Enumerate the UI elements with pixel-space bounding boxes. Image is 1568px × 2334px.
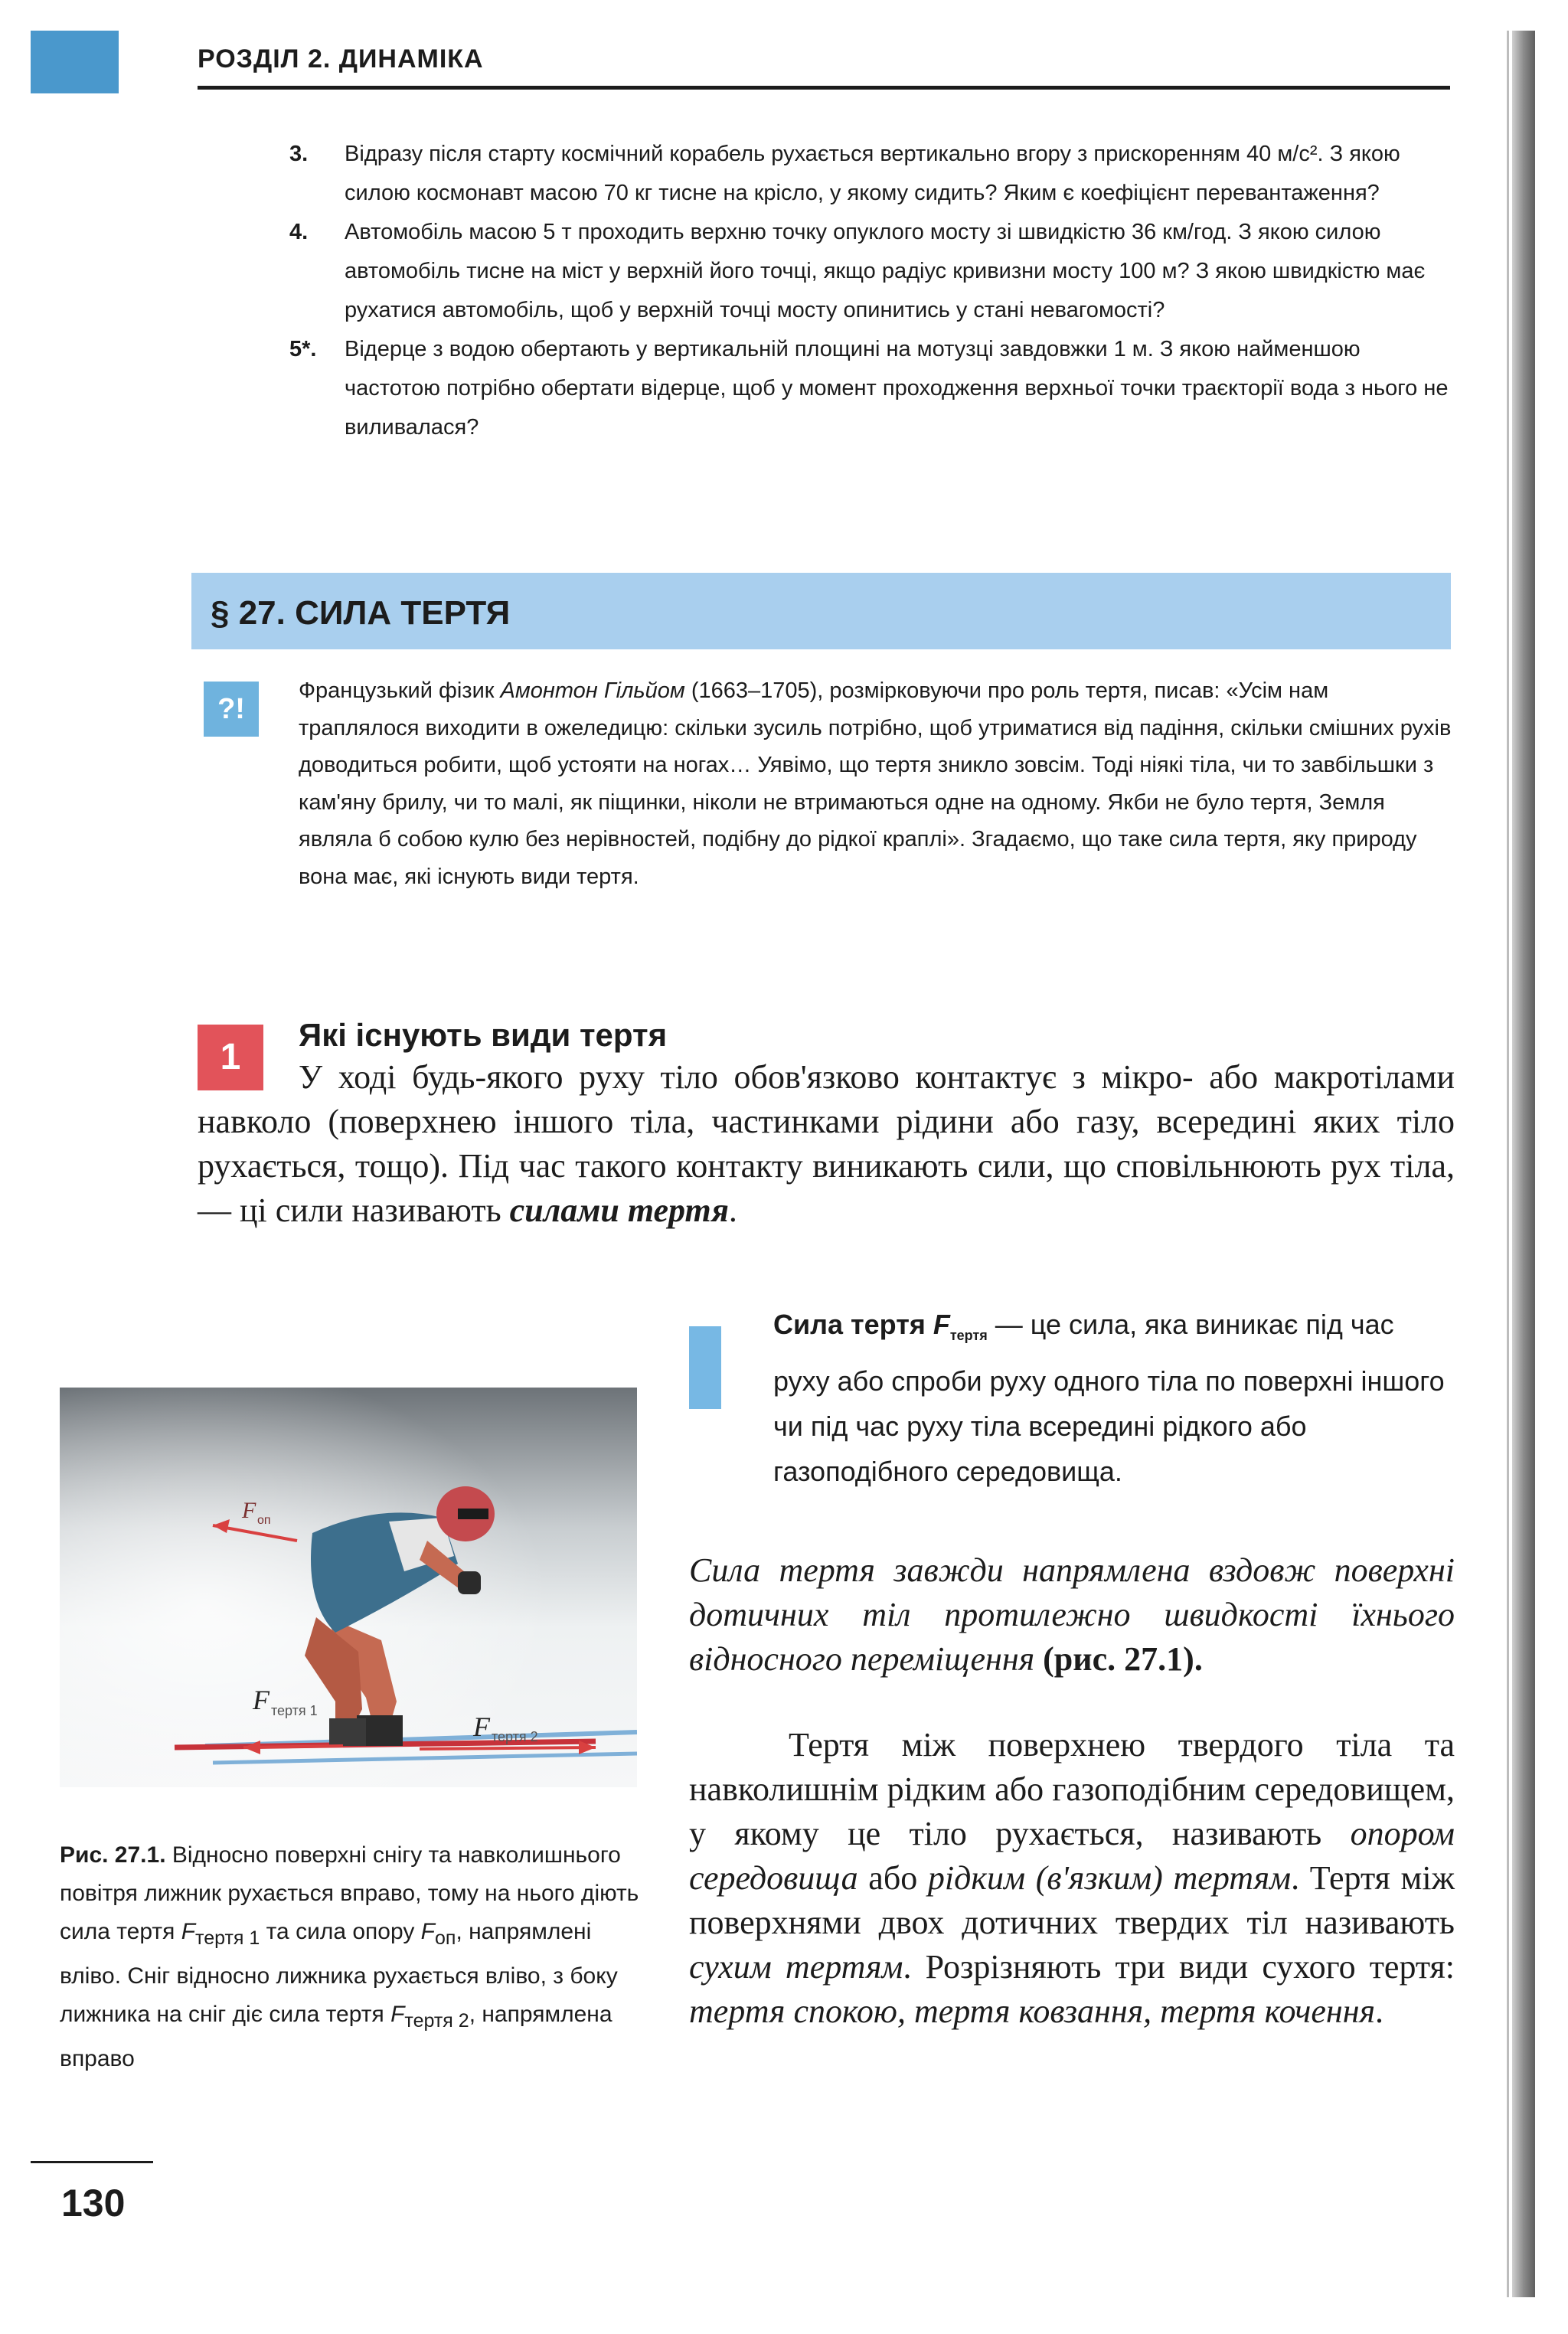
caption-subscript: тертя 1	[195, 1927, 260, 1949]
section-title: § 27. СИЛА ТЕРТЯ	[211, 594, 511, 632]
paragraph-text: .	[728, 1192, 737, 1229]
problem-text: Автомобіль масою 5 т проходить верхню точку опуклого мосту зі швидкістю 36 км/год. З якою силою автомобіль тисне на міст у верхній його точці, якщо радіус кривизни мосту 100 м? З якою швидкістю має рухатися автомобіль, щоб у верхній точці мосту опинитись у стані невагомості?	[345, 220, 1426, 322]
problem-item	[289, 135, 1453, 213]
key-term: тертя спокою, тертя ковзання, тертя кочення	[689, 1992, 1376, 2030]
paragraph-text: .	[1375, 1992, 1384, 2030]
caption-text: Відносно поверхні снігу та навколишнього повітря лижник рухається вправо, тому на нього діють сила тертя	[60, 1842, 639, 1944]
key-term: опором середовища	[689, 1815, 1455, 1897]
footer-rule	[31, 2161, 153, 2163]
page-number: 130	[61, 2182, 126, 2224]
paragraph-text: Тертя між поверхнею твердого тіла та навколишнім рідким або газоподібним середовищем, у якому це тіло рухається, називають	[689, 1726, 1455, 1852]
page-edge-shadow	[1512, 31, 1535, 2297]
caption-text: , напрямлені вліво. Сніг відносно лижника рухається вліво, з боку лижника на сніг діє сила тертя	[60, 1919, 618, 2027]
figure-reference: (рис. 27.1).	[1034, 1640, 1203, 1678]
caption-subscript: оп	[434, 1927, 456, 1949]
intro-quote	[299, 672, 1453, 895]
paragraph-text: або	[858, 1859, 928, 1897]
question-exclamation-icon: ?!	[204, 682, 259, 737]
force-friction-2-subscript: тертя 2	[492, 1729, 538, 1744]
problem-list	[289, 135, 1453, 447]
paragraph-text: . Розрізняють три види сухого тертя:	[903, 1948, 1455, 1986]
key-term: рідким (в'язким) тертям	[927, 1859, 1292, 1897]
force-friction-2-label: F	[473, 1711, 490, 1742]
caption-text: та сила опору	[260, 1919, 421, 1944]
force-opir-subscript: оп	[257, 1514, 271, 1527]
friction-types-paragraph	[689, 1723, 1455, 2034]
paragraph-text: . Тертя між поверхнями двох дотичних твердих тіл називають	[689, 1859, 1455, 1941]
force-friction-1-label: F	[253, 1685, 270, 1715]
problem-number: 3.	[289, 142, 309, 166]
force-opir-label: F	[242, 1498, 256, 1523]
caption-label: Рис. 27.1.	[60, 1842, 166, 1868]
definition-marker	[689, 1326, 721, 1409]
quote-text: (1663–1705), розмірковуючи про роль тертя, писав: «Усім нам траплялося виходити в ожеледицю: скільки зусиль потрібно, щоб утриматися від падіння, скільки смішних рухів доводиться робити, щоб устояти на ногах… Уявімо, що тертя зникло зовсім. Тоді ніякі тіла, чи то завбільшки з кам'яну брилу, чи то малі, як піщинки, ніколи не втримаються одне на одному. Якби не було тертя, Земля являла б собою кулю без нерівностей, подібну до рідкої краплі». Згадаємо, що таке сила тертя, яку природу вона має, які існують види тертя.	[299, 678, 1452, 889]
rule-text: Сила тертя завжди напрямлена вздовж поверхні дотичних тіл протилежно швидкості їхнього відносного переміщення	[689, 1551, 1455, 1678]
problem-text: Відерце з водою обертають у вертикальній площині на мотузці завдовжки 1 м. З якою найменшою частотою потрібно обертати відерце, щоб у момент проходження верхньої точки траєкторії вода з нього не виливалася?	[345, 337, 1449, 440]
rule-statement	[689, 1548, 1455, 1682]
caption-symbol: F	[181, 1919, 196, 1944]
definition-term: Сила тертя	[773, 1309, 933, 1340]
problem-item	[289, 330, 1453, 447]
question-title: Які існують види тертя	[299, 1017, 668, 1053]
definition-symbol: F	[933, 1309, 950, 1340]
quote-author: Амонтон Гільйом	[500, 678, 685, 703]
caption-text: , напрямлена вправо	[60, 2002, 612, 2071]
paragraph-text: У ході будь-якого руху тіло обов'язково контактує з мікро- або макротілами навколо (поверхнею іншого тіла, частинками рідини або газу, всередині яких тіло рухається, тощо). Під час такого контакту виникають сили, що сповільнюють рух тіла,— ці сили називають	[198, 1058, 1455, 1229]
header-rule	[198, 86, 1450, 90]
figure-caption	[60, 1836, 642, 2078]
problem-item	[289, 213, 1453, 330]
force-friction-1-subscript: тертя 1	[271, 1703, 318, 1718]
quote-text: Французький фізик	[299, 678, 501, 703]
definition-box	[773, 1302, 1455, 1494]
key-term: силами тертя	[509, 1192, 729, 1229]
problem-text: Відразу після старту космічний корабель рухається вертикально вгору з прискоренням 40 м/с². З якою силою космонавт масою 70 кг тисне на крісло, у якому сидить? Яким є коефіцієнт перевантаження?	[345, 142, 1400, 205]
skier-illustration	[60, 1388, 637, 1787]
chapter-title: РОЗДІЛ 2. ДИНАМІКА	[198, 44, 484, 74]
question-number-badge: 1	[198, 1025, 263, 1090]
definition-subscript: тертя	[949, 1328, 988, 1344]
definition-text: — це сила, яка виникає під час руху або спроби руху одного тіла по поверхні іншого чи під час руху тіла всередині рідкого або газоподібного середовища.	[773, 1309, 1445, 1488]
problem-number: 4.	[289, 220, 309, 244]
intro-paragraph	[198, 1055, 1455, 1233]
problem-number: 5*.	[289, 337, 317, 361]
skier-photo	[60, 1388, 637, 1787]
caption-symbol: F	[390, 2002, 405, 2027]
chapter-color-block	[31, 31, 119, 93]
page-edge-line	[1507, 31, 1509, 2297]
caption-subscript: тертя 2	[404, 2010, 469, 2032]
caption-symbol: F	[420, 1919, 435, 1944]
key-term: сухим тертям	[689, 1948, 903, 1986]
